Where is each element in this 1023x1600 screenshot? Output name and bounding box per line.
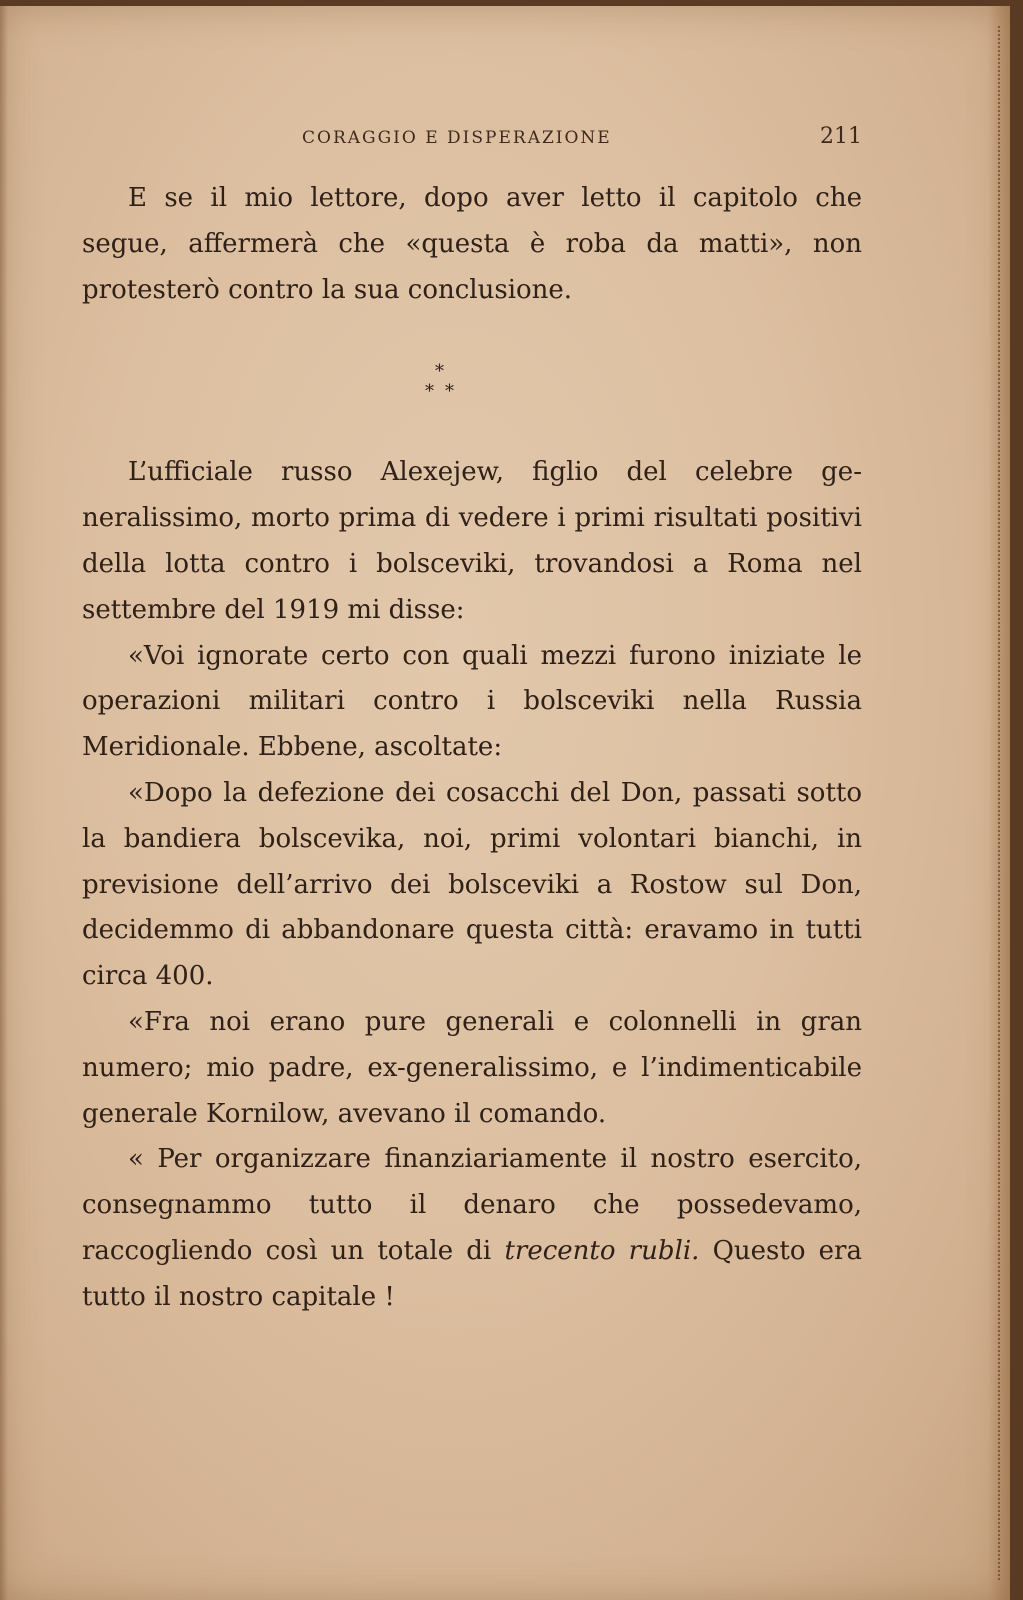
paragraph-6 [82,1137,862,1320]
paragraph-6-italic: trecento rubli. [504,1235,700,1266]
body-text [82,176,862,1321]
page-left-stain [0,6,8,1600]
page-number: 211 [820,124,862,149]
page-header [82,124,862,154]
paragraph-6-end: Questo era tutto il nostro capitale ! [82,1235,862,1312]
page-edge [988,6,1010,1600]
paragraph-1: E se il mio lettore, dopo aver letto il capitolo che segue, affermerà che «questa è roba da matti», non protesterò contro la sua conclusione. [82,183,862,305]
book-page [0,6,1010,1600]
asterism-star-left: * [425,381,434,403]
asterism-star-top: * [435,361,444,383]
asterism-star-right: * [445,381,454,403]
paragraph-5: «Fra noi erano pure generali e colonnelli in gran numero; mio padre, ex-generalissimo, e l’indimenticabile generale Kornilow, avevano il comando. [82,1006,862,1129]
paragraph-2: L’ufficiale russo Alexejew, figlio del celebre generalissimo, morto prima di vedere i primi risultati positivi della lotta contro i bolsceviki, trovandosi a Roma nel settembre del 1919 mi disse: [82,457,862,625]
paragraph-3: «Voi ignorate certo con quali mezzi furono iniziate le operazioni militari contro i bolsceviki nella Russia Meridionale. Ebbene, ascoltate: [82,640,862,763]
paragraph-4: «Dopo la defezione dei cosacchi del Don, passati sotto la bandiera bolscevika, noi, primi volontari bianchi, in previsione dell’arrivo dei bolsceviki a Rostow sul Don, decidemmo di abbandonare questa città: eravamo in tutti circa 400. [82,777,862,992]
running-title: CORAGGIO E DISPERAZIONE [302,128,612,148]
asterism-separator [82,313,862,450]
paragraph-6-start: « Per organizzare finanziariamente il nostro esercito, consegnammo tutto il denaro che possedevamo, raccogliendo così un totale di [82,1144,862,1266]
